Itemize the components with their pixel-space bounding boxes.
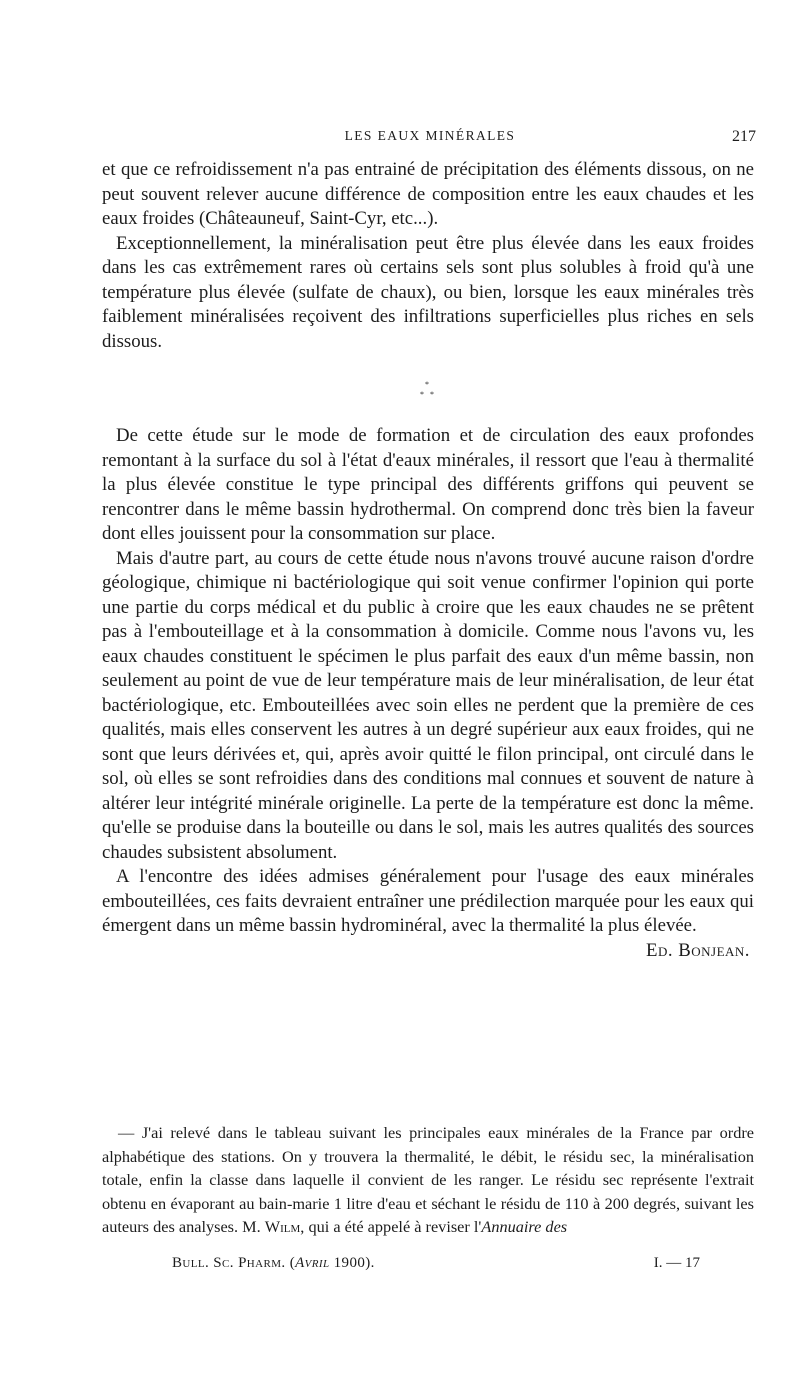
footnote-block bbox=[102, 1121, 754, 1239]
closing-text: A l'encontre des idées admises généralement pour l'usage des eaux minérales embouteillées, ces faits devraient entraîner une prédilection marquée pour les eaux qui émergent dans un même bassin hydrominéral, avec la thermalité la plus élevée. bbox=[102, 866, 754, 936]
page-number: 217 bbox=[732, 128, 756, 145]
note-text-continued: qui a été appelé à reviser l' bbox=[308, 1217, 482, 1237]
running-header bbox=[100, 128, 760, 150]
note-italic-title: Annuaire des bbox=[481, 1217, 568, 1237]
note-paragraph bbox=[102, 1121, 754, 1239]
paragraph: De cette étude sur le mode de formation et de circulation des eaux profondes remontant à la surface du sol à l'état d'eaux minérales, il ressort que l'eau à thermalité la plus élevée constitue le type principal des différents griffons qui peuvent se rencontrer dans le même bassin hydrothermal. On comprend donc très bien la faveur dont elles jouissent pour la consommation sur place. bbox=[102, 425, 754, 544]
paragraph: Mais d'autre part, au cours de cette étude nous n'avons trouvé aucune raison d'ordre géologique, chimique ni bactériologique qui soit venue confirmer l'opinion qui porte une partie du corps médical et du public à croire que les eaux chaudes ne se prêtent pas à l'embouteillage et à la consommation à domicile. Comme nous l'avons vu, les eaux chaudes constituent le spécimen le plus parfait des eaux d'un même bassin, non seulement au point de vue de leur température mais de leur minéralisation, de leur état bactériologique, etc. Embouteillées avec soin elles ne perdent que la première de ces qualités, mais elles conservent les autres à un degré supérieur aux eaux froides, qui ne sont que leurs dérivées et, qui, après avoir quitté le filon principal, ont circulé dans le sol, où elles se sont refroidies dans des conditions mal connues et souvent de nature à altérer leur intégrité minérale originelle. La perte de la température est donc la même. qu'elle se produise dans la bouteille ou dans le sol, mais les autres qualités des sources chaudes subsistent absolument. bbox=[102, 547, 754, 863]
journal-reference bbox=[172, 1255, 375, 1272]
signature-mark: I. — 17 bbox=[653, 1255, 700, 1271]
main-text bbox=[102, 158, 754, 963]
asterism-top: * bbox=[425, 380, 431, 389]
paragraph: et que ce refroidissement n'a pas entrainé de précipitation des éléments dissous, on ne peut souvent relever aucune différence de composition entre les eaux chaudes et les eaux froides (Châteauneuf, Saint-Cyr, etc...). bbox=[102, 159, 754, 229]
running-title: LES EAUX MINÉRALES bbox=[344, 128, 516, 143]
journal-prefix: Bull. Sc. Pharm. ( bbox=[172, 1255, 296, 1271]
note-author-name: Wilm, bbox=[264, 1217, 305, 1237]
author-signature: Ed. Bonjean. bbox=[645, 939, 750, 961]
paragraph: Exceptionnellement, la minéralisation peut être plus élevée dans les eaux froides dans les cas extrêmement rares où certains sels sont plus solubles à froid qu'à une température plus élevée (sulfate de chaux), ou bien, lorsque les eaux minérales très faiblement minéralisées reçoivent des infiltrations superficielles plus riches en sels dissous. bbox=[102, 232, 754, 352]
asterism-bottom: * * bbox=[420, 390, 436, 399]
section-asterism bbox=[102, 380, 754, 400]
note-text: — J'ai relevé dans le tableau suivant les principales eaux minérales de la France par ordre alphabétique des stations. On y trouvera la thermalité, le débit, le résidu sec, la minéralisation totale, enfin la classe dans laquelle il convient de les ranger. Le résidu sec représente l'extrait obtenu en évaporant au bain-marie 1 litre d'eau et séchant le résidu de 110 à 200 degrés, suivant les auteurs des analyses. M. bbox=[102, 1123, 754, 1237]
journal-suffix: 1900). bbox=[329, 1255, 375, 1271]
journal-date: Avril bbox=[295, 1255, 330, 1271]
page-footer bbox=[160, 1255, 700, 1277]
closing-paragraph bbox=[102, 865, 754, 961]
